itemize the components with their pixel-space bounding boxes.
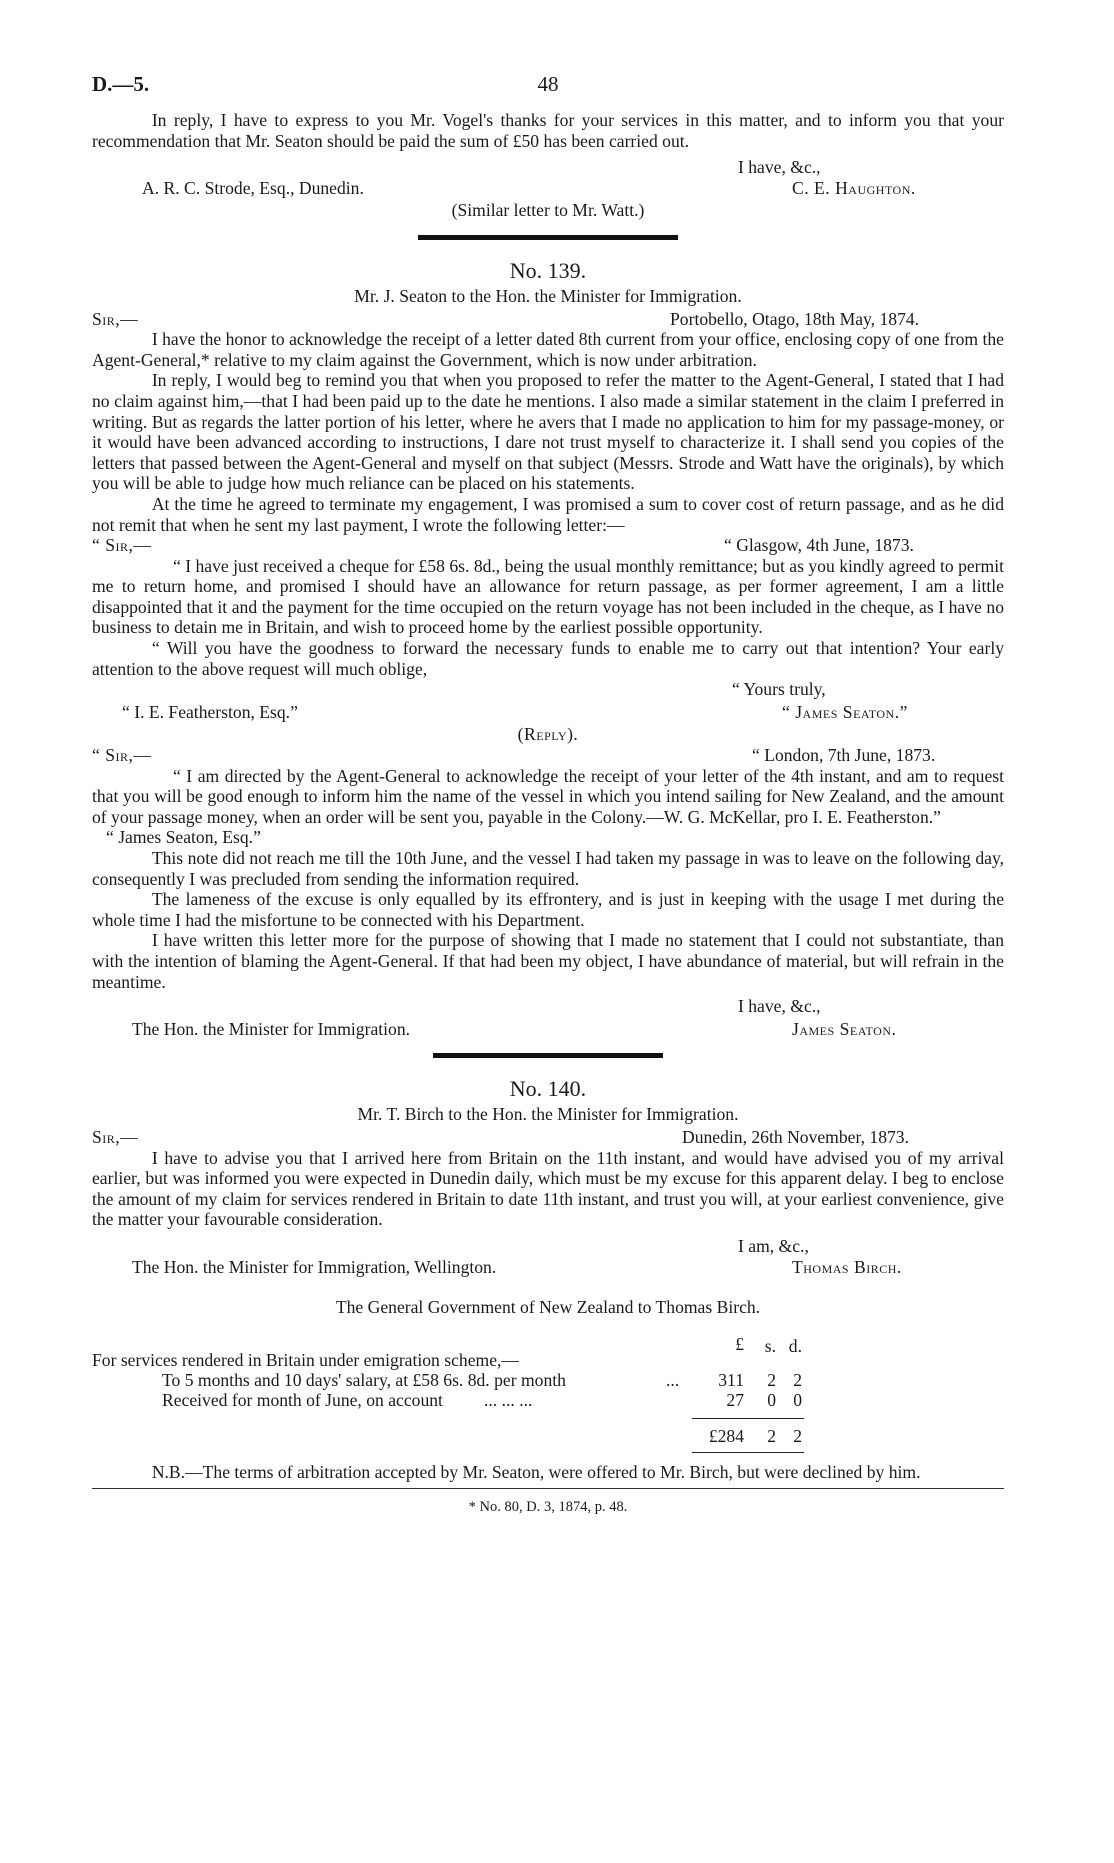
account-line-2-pounds: 27 (726, 1389, 744, 1410)
account-line-1-dots: ... (666, 1369, 680, 1390)
account-heading: For services rendered in Britain under emigration scheme,— (92, 1349, 520, 1370)
account-total-pounds: £284 (708, 1425, 744, 1446)
letter-140-salutation: Sir,— (92, 1126, 139, 1147)
intro-sign-row (92, 178, 1004, 199)
letter-139-paragraph-3: At the time he agreed to terminate my engagement, I was promised a sum to cover cost of return passage, and as he did not remit that when he sent my last payment, I wrote the following letter:— (92, 493, 1004, 535)
letter-140-paragraph-1: I have to advise you that I arrived here from Britain on the 11th instant, and would have advised you of my arrival earlier, but was informed you were expected in Dunedin daily, which must be my excuse for this apparent delay. I beg to enclose the amount of my claim for services rendered in Britain to date 11th instant, and trust you will, at your earliest convenience, give the matter your favourable consideration. (92, 1147, 1004, 1230)
letter-140-addressee: The Hon. the Minister for Immigration, Wellington. (132, 1256, 497, 1277)
section-divider (433, 1053, 663, 1058)
letter-140-number: No. 140. (509, 1076, 587, 1102)
footnote: * No. 80, D. 3, 1874, p. 48. (468, 1499, 628, 1516)
letter-139-sign-row (92, 1019, 1004, 1040)
account-table (92, 1328, 1004, 1456)
total-rule (692, 1452, 804, 1453)
letter-139-subject: Mr. J. Seaton to the Hon. the Minister for Immigration. (354, 285, 742, 306)
letter-139-closing: I have, &c., (738, 996, 821, 1017)
letter-140-closing: I am, &c., (738, 1235, 809, 1256)
letter-139-number: No. 139. (509, 257, 587, 283)
intro-addressee: A. R. C. Strode, Esq., Dunedin. (142, 177, 364, 198)
letter-139-closing-row (92, 996, 1004, 1017)
section-divider (418, 235, 678, 240)
account-line-1-pounds: 311 (718, 1369, 744, 1390)
letter-139-salutation: Sir,— (92, 308, 139, 329)
footnote-rule (92, 1488, 1004, 1489)
subtotal-rule (692, 1418, 804, 1419)
letter-139-paragraph-2: In reply, I would beg to remind you that when you proposed to refer the matter to the Agent-General, I stated that I had no claim against him,—that I had been paid up to the date he mentions. I also made a similar statement in the claim I preferred in writing. But as regards the latter portion of his letter, where he avers that I made no application to him for my passage-money, or it would have been advanced according to instructions, I dare not trust myself to characterize it. I shall send you copies of the letters that passed between the Agent-General and myself on that subject (Messrs. Strode and Watt have the originals), by which you will be able to judge how much reliance can be placed on his statements. (92, 370, 1004, 494)
account-line-1-shillings: 2 (767, 1369, 776, 1390)
quote-1-closing: “ Yours truly, (732, 679, 826, 700)
column-header-shillings: s. (764, 1335, 776, 1356)
intro-paragraph: In reply, I have to express to you Mr. Vogel's thanks for your services in this matter, and to inform you that your recommendation that Mr. Seaton should be paid the sum of £50 has been carried out. (92, 110, 1004, 151)
quote-2-place-date: “ London, 7th June, 1873. (752, 745, 936, 766)
quote-1-paragraph-1: “ I have just received a cheque for £58 6s. 8d., being the usual monthly remittance; but as you kindly agreed to permit me to return home, and promised I should have an allowance for return passage, as per former agreement, I am a little disappointed that it and the payment for the time occupied on the return voyage has not been included in the cheque, as I have no business to detain me in Britain, and wish to proceed home by the earliest possible opportunity. (92, 555, 1004, 638)
letter-139-addressee: The Hon. the Minister for Immigration. (132, 1018, 411, 1039)
letter-139-paragraph-1: I have the honor to acknowledge the receipt of a letter dated 8th current from your office, enclosing copy of one from the Agent-General,* relative to my claim against the Government, which is now under arbitration. (92, 329, 1004, 370)
page-header (92, 70, 1004, 110)
column-header-pounds: £ (735, 1333, 744, 1354)
quote-1-salutation-row (92, 535, 1004, 556)
reply-label: (Reply). (517, 724, 579, 745)
quote-1-addressee: “ I. E. Featherston, Esq.” (122, 701, 298, 722)
letter-140-closing-row (92, 1236, 1004, 1257)
account-total-shillings: 2 (767, 1425, 776, 1446)
quote-1-place-date: “ Glasgow, 4th June, 1873. (724, 535, 914, 556)
nb-paragraph: N.B.—The terms of arbitration accepted by Mr. Seaton, were offered to Mr. Birch, but were declined by him. (151, 1461, 921, 1482)
quote-2-salutation: “ Sir,— (92, 745, 152, 766)
account-line-1-pence: 2 (793, 1369, 802, 1390)
letter-140-signature: Thomas Birch. (792, 1256, 902, 1277)
account-line-2-dots: ... ... ... (484, 1389, 533, 1410)
quote-1-signature: “ James Seaton.” (782, 701, 908, 722)
intro-closing-row (92, 157, 1004, 178)
intro-note: (Similar letter to Mr. Watt.) (451, 200, 645, 221)
intro-closing: I have, &c., (738, 157, 821, 178)
letter-140-place-date: Dunedin, 26th November, 1873. (682, 1126, 910, 1147)
quote-1-salutation: “ Sir,— (92, 535, 152, 556)
letter-139-paragraph-6: I have written this letter more for the purpose of showing that I made no statement that I could not substantiate, than with the intention of blaming the Agent-General. If that had been my object, I have abundance of material, but will refrain in the meantime. (92, 930, 1004, 992)
account-total-pence: 2 (793, 1425, 802, 1446)
letter-140-subject: Mr. T. Birch to the Hon. the Minister for Immigration. (357, 1104, 739, 1125)
quote-1-sign-row (92, 702, 1004, 723)
account-line-2-shillings: 0 (767, 1389, 776, 1410)
document-page (92, 70, 1004, 1518)
letter-139-paragraph-4: This note did not reach me till the 10th June, and the vessel I had taken my passage in was to leave on the following day, consequently I was precluded from sending the information required. (92, 848, 1004, 889)
letter-140-sign-row (92, 1257, 1004, 1278)
letter-139-salutation-row (92, 309, 1004, 330)
column-header-pence: d. (788, 1335, 802, 1356)
quote-1-paragraph-2: “ Will you have the goodness to forward the necessary funds to enable me to carry out that intention? Your early attention to the above request will much oblige, (92, 638, 1004, 679)
quote-2-addressee-row (92, 827, 1004, 848)
letter-139-place-date: Portobello, Otago, 18th May, 1874. (670, 308, 920, 329)
document-reference: D.—5. (92, 72, 150, 96)
account-title: The General Government of New Zealand to Thomas Birch. (335, 1297, 761, 1318)
letter-139-signature: James Seaton. (792, 1018, 897, 1039)
account-line-1-description: To 5 months and 10 days' salary, at £58 6s. 8d. per month (162, 1369, 566, 1390)
letter-140-salutation-row (92, 1127, 1004, 1148)
account-line-2-description: Received for month of June, on account (162, 1389, 443, 1410)
letter-139-paragraph-5: The lameness of the excuse is only equalled by its effrontery, and is just in keeping with the usage I met during the whole time I had the misfortune to be connected with his Department. (92, 889, 1004, 930)
account-line-2-pence: 0 (793, 1389, 802, 1410)
quote-2-addressee: “ James Seaton, Esq.” (106, 827, 261, 848)
page-number: 48 (537, 72, 559, 96)
quote-2-paragraph-1: “ I am directed by the Agent-General to acknowledge the receipt of your letter of the 4th instant, and am to request that you will be good enough to inform him the name of the vessel in which you intend sailing for New Zealand, and the amount of your passage money, when an order will be sent you, payable in the Colony.—W. G. McKellar, pro I. E. Featherston.” (92, 765, 1004, 827)
quote-1-closing-row (92, 679, 1004, 700)
quote-2-salutation-row (92, 745, 1004, 766)
intro-signature: C. E. Haughton. (792, 177, 916, 198)
